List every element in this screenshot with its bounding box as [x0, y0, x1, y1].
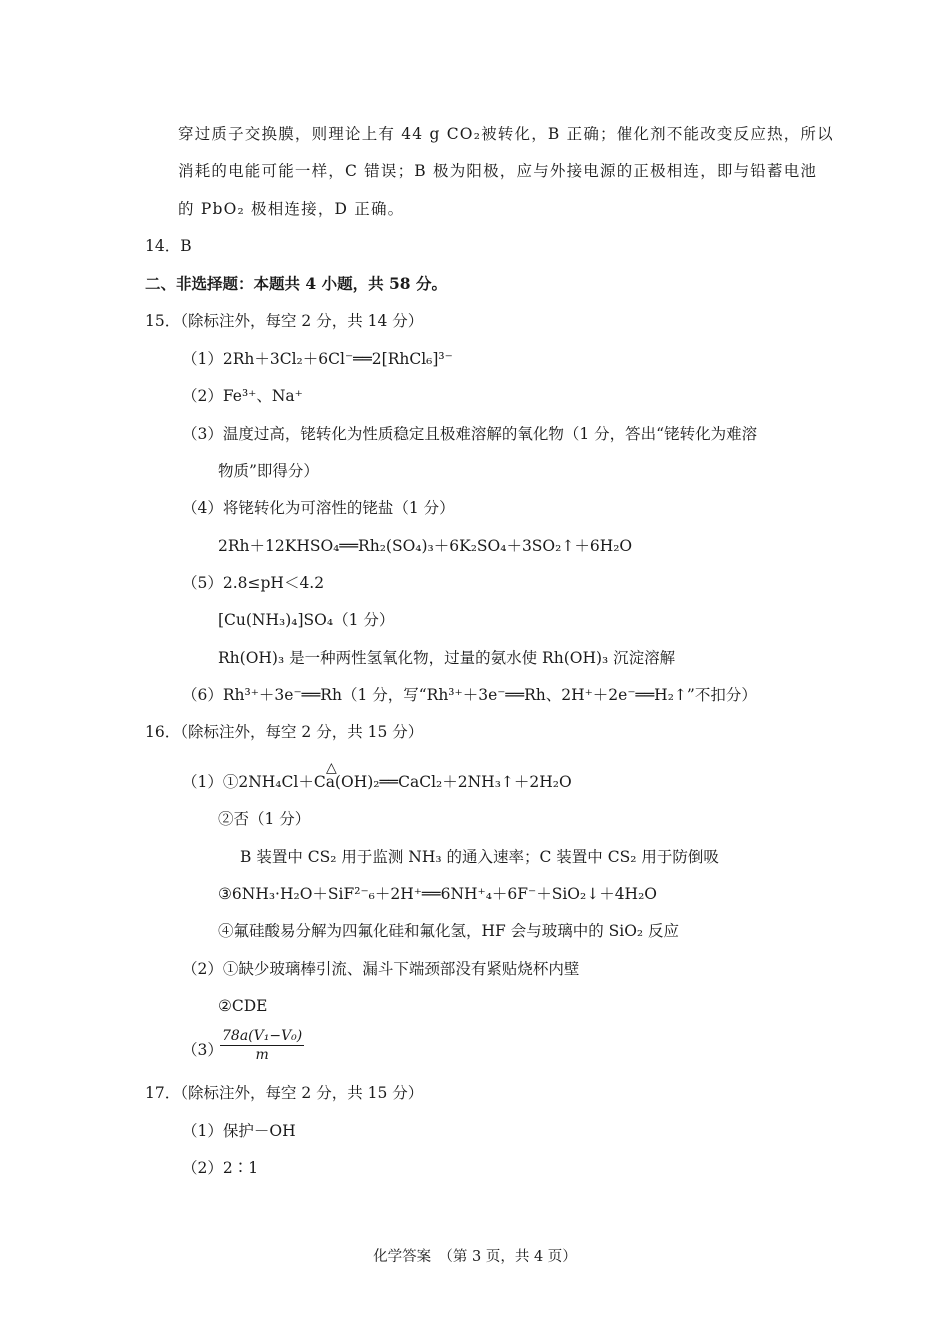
answer-line: 物质”即得分） — [218, 462, 319, 480]
fraction-numerator: 78a(V₁−V₀) — [222, 1028, 303, 1044]
answer-line: B 装置中 CS₂ 用于监测 NH₃ 的通入速率；C 装置中 CS₂ 用于防倒吸 — [240, 848, 719, 866]
question-header: 16．（除标注外，每空 2 分，共 15 分） — [145, 723, 424, 741]
answer-line: [Cu(NH₃)₄]SO₄（1 分） — [218, 611, 395, 629]
question-number: 14．B — [145, 237, 192, 255]
answer-line: （1）2Rh＋3Cl₂＋6Cl⁻══2[RhCl₆]³⁻ — [182, 350, 453, 368]
question-header: 17．（除标注外，每空 2 分，共 15 分） — [145, 1084, 424, 1102]
fraction-denominator: m — [255, 1047, 269, 1063]
equation-line: （1）①2NH₄Cl＋Ca(OH)₂══CaCl₂＋2NH₃↑＋2H₂O — [182, 773, 572, 791]
answer-line: （2）①缺少玻璃棒引流、漏斗下端颈部没有紧贴烧杯内壁 — [182, 960, 580, 978]
answer-line: ②CDE — [218, 997, 268, 1015]
answer-line: （1）保护－OH — [182, 1122, 296, 1140]
answer-line: （2）Fe³⁺、Na⁺ — [182, 387, 303, 405]
answer-line: （6）Rh³⁺＋3e⁻══Rh（1 分，写“Rh³⁺＋3e⁻══Rh、2H⁺＋2e⁻══H₂↑”不扣分） — [182, 686, 757, 704]
answer-line: （2）2∶1 — [182, 1159, 259, 1177]
answer-line: （4）将铑转化为可溶性的铑盐（1 分） — [182, 499, 455, 517]
text-line: 消耗的电能可能一样，C 错误；B 极为阳极，应与外接电源的正极相连，即与铅蓄电池 — [178, 162, 818, 180]
answer-line: （5）2.8≤pH＜4.2 — [182, 574, 325, 592]
heat-symbol: △ — [326, 760, 337, 776]
answer-line: （3）温度过高，铑转化为性质稳定且极难溶解的氧化物（1 分，答出“铑转化为难溶 — [182, 425, 758, 443]
text-line: 的 PbO₂ 极相连接，D 正确。 — [178, 200, 405, 218]
question-header: 15．（除标注外，每空 2 分，共 14 分） — [145, 312, 424, 330]
text-line: 穿过质子交换膜，则理论上有 44 g CO₂被转化，B 正确；催化剂不能改变反应热，所以 — [178, 125, 834, 143]
equation-line: 2Rh＋12KHSO₄══Rh₂(SO₄)₃＋6K₂SO₄＋3SO₂↑＋6H₂O — [218, 537, 633, 555]
page-footer: 化学答案 （第 3 页，共 4 页） — [373, 1249, 577, 1265]
answer-line: ④氟硅酸易分解为四氟化硅和氟化氢，HF 会与玻璃中的 SiO₂ 反应 — [218, 922, 680, 940]
answer-line: Rh(OH)₃ 是一种两性氢氧化物，过量的氨水使 Rh(OH)₃ 沉淀溶解 — [218, 649, 676, 667]
fraction-expression — [220, 1027, 304, 1064]
answer-line: ②否（1 分） — [218, 810, 311, 828]
answer-line: （3） — [182, 1041, 223, 1059]
section-heading: 二、非选择题：本题共 4 小题，共 58 分。 — [145, 274, 447, 293]
equation-line: ③6NH₃·H₂O＋SiF²⁻₆＋2H⁺══6NH⁺₄＋6F⁻＋SiO₂↓＋4H₂O — [218, 885, 657, 903]
